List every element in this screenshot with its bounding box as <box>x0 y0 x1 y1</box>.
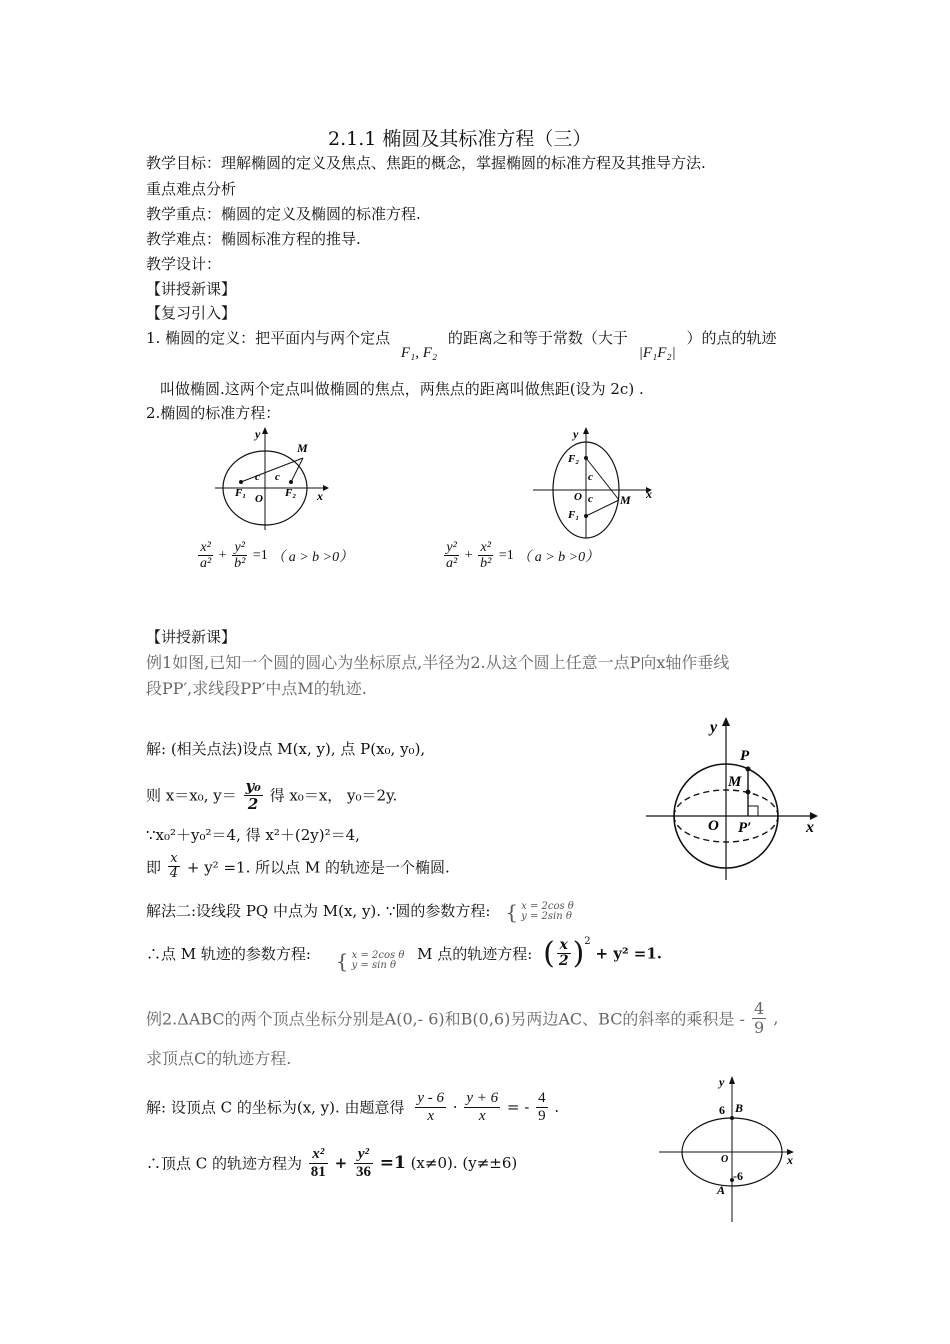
key-analysis-line: 重点难点分析 <box>146 180 237 198</box>
equals-one: =1 <box>252 547 268 563</box>
example-2-comma: , <box>773 1008 779 1028</box>
point-b <box>730 1116 734 1120</box>
point-f2 <box>584 456 588 460</box>
focal-distance-abs: |F₁F₂| <box>638 345 676 361</box>
label-six: 6 <box>719 1103 725 1117</box>
label-m: M <box>728 774 742 790</box>
fraction-4-9: $\frac{4}{9}$ <box>754 999 765 1037</box>
solution-1-line-4-text-b: + y² =1. 所以点 M 的轨迹是一个椭圆. <box>186 858 450 877</box>
solution-1-line-2-text-b: 得 x₀＝x， y₀＝2y. <box>269 786 398 805</box>
fraction-x2-b2: $\frac{\text{x²}}{\text{b²}}$ <box>480 540 492 572</box>
label-x: x <box>317 489 323 503</box>
label-y: y <box>719 1075 725 1089</box>
section-new-lesson-2: 【讲授新课】 <box>146 628 237 646</box>
point-f2 <box>289 480 293 484</box>
example-1-line-2: 段PP′,求线段PP′中点M的轨迹. <box>146 679 367 698</box>
page-title: 2.1.1 椭圆及其标准方程（三） <box>328 128 592 150</box>
plus-sign: + <box>218 547 227 563</box>
point-p <box>746 767 751 772</box>
design-line: 教学设计： <box>146 255 222 273</box>
ellipse-figure-vertical <box>528 422 668 540</box>
m-param-x: x = 2cos θ <box>351 949 405 961</box>
standard-equation-heading: 2.椭圆的标准方程： <box>146 404 281 422</box>
label-y: y <box>710 719 718 736</box>
fraction-y-minus-6-over-x: $\frac{y - 6}{x}$ <box>417 1090 444 1124</box>
solution-1-line-6-text-c: + y² =1. <box>595 944 662 963</box>
m-param-y: y = sin θ <box>351 959 397 971</box>
fraction-y-plus-6-over-x: $\frac{y + 6}{x}$ <box>466 1090 499 1124</box>
y-axis-arrow <box>722 717 730 726</box>
fraction-x2-81: $\frac{\text{x²}}{81}$ <box>310 1146 326 1180</box>
circle-ellipse-figure <box>640 712 830 884</box>
label-o: O <box>574 491 582 503</box>
label-o: O <box>255 493 263 505</box>
ellipse-figure-horizontal <box>205 422 345 534</box>
fraction-y2-a2: $\frac{\text{y²}}{\text{a²}}$ <box>446 540 458 572</box>
section-new-lesson: 【讲授新课】 <box>146 280 237 298</box>
condition: （ a > b >0） <box>517 549 600 565</box>
definition-text-a: 1. 椭圆的定义：把平面内与两个定点 <box>146 329 391 347</box>
restrictions: (x≠0). (y≠±6) <box>410 1154 518 1172</box>
example-2-line-2: 求顶点C的轨迹方程. <box>146 1049 292 1068</box>
equals-minus: = - <box>506 1098 530 1116</box>
plus-sign: + <box>334 1154 348 1172</box>
label-c1: c <box>588 471 593 483</box>
label-pprime: P′ <box>738 820 752 836</box>
label-y: y <box>573 427 579 441</box>
label-m: M <box>620 493 631 507</box>
solution-1-line-5 <box>146 900 574 922</box>
foci-symbols: F₁, F₂ <box>400 345 438 361</box>
label-o: O <box>721 1154 729 1165</box>
y-axis-arrow <box>729 1076 735 1084</box>
label-c1: c <box>255 471 260 483</box>
label-a: A <box>717 1183 726 1197</box>
label-x: x <box>646 487 652 501</box>
definition-text-b: 的距离之和等于常数（大于 <box>447 329 628 347</box>
definition-line-2: 叫做椭圆.这两个定点叫做椭圆的焦点，两焦点的距离叫做焦距(设为 2c) . <box>160 380 644 398</box>
point-m <box>746 790 751 795</box>
definition-text-c: ）的点的轨迹 <box>686 329 777 347</box>
example-2-line-1 <box>146 1000 778 1036</box>
label-o: O <box>708 818 719 834</box>
fraction-x-over-2: $\frac{x}{2}$ <box>558 936 569 969</box>
section-review: 【复习引入】 <box>146 304 237 322</box>
solution-1-line-5-text: 解法二:设线段 PQ 中点为 M(x, y). ∵圆的参数方程: <box>146 902 491 920</box>
right-angle-mark <box>748 806 758 816</box>
circle-param-x: x = 2cos θ <box>521 901 574 912</box>
label-x: x <box>787 1153 793 1167</box>
label-f1: F₁ <box>235 487 247 499</box>
solution-1-line-4-text-a: 即 <box>146 858 162 877</box>
label-f2: F₂ <box>568 453 580 465</box>
plus-sign: + <box>464 547 473 563</box>
solution-2-line-2 <box>146 1146 517 1180</box>
label-m: M <box>297 441 308 455</box>
parametric-system-m: { x = 2cos θ y = sin θ <box>335 948 405 973</box>
solution-1-line-6-text-a: ∴点 M 轨迹的参数方程: <box>146 945 311 963</box>
label-neg6: -6 <box>733 1169 743 1183</box>
solution-1-line-2 <box>146 778 397 812</box>
solution-1-line-4 <box>146 852 450 882</box>
solution-1-line-1: 解: (相关点法)设点 M(x, y), 点 P(x₀, y₀), <box>146 740 426 758</box>
label-f1: F₁ <box>568 509 580 521</box>
label-b: B <box>735 1101 744 1115</box>
y-axis-arrow <box>583 427 589 434</box>
condition: （ a > b >0） <box>271 549 354 565</box>
point-f1 <box>239 480 243 484</box>
label-p: P <box>740 748 750 764</box>
parametric-system-circle: { x = 2cos θ y = 2sin θ <box>505 900 574 924</box>
y-axis-arrow <box>262 427 268 434</box>
solution-2-line-2-text: ∴顶点 C 的轨迹方程为 <box>146 1154 303 1173</box>
fraction-4-9-solution: $\frac{4}{9}$ <box>538 1090 546 1124</box>
label-f2: F₂ <box>285 487 297 499</box>
triangle-locus-figure <box>655 1072 805 1224</box>
equals-one: =1 <box>379 1153 406 1173</box>
label-c2: c <box>588 493 593 505</box>
label-c2: c <box>275 471 280 483</box>
solution-2-line-1-text: 解: 设顶点 C 的坐标为(x, y). 由题意得 <box>146 1098 405 1117</box>
segment-f1-m <box>241 458 303 482</box>
point-f1 <box>584 514 588 518</box>
multiply-dot: · <box>452 1098 458 1116</box>
solution-2-line-1 <box>146 1090 559 1124</box>
x-axis-arrow <box>323 485 329 491</box>
circle-param-y: y = 2sin θ <box>521 911 572 922</box>
label-x: x <box>806 819 814 836</box>
label-y: y <box>255 427 261 441</box>
standard-equation-vertical <box>442 540 599 572</box>
period: . <box>554 1098 560 1116</box>
solution-1-line-3: ∵x₀²＋y₀²＝4, 得 x²＋(2y)²＝4, <box>146 826 360 844</box>
difficulty-line: 教学难点：椭圆标准方程的推导. <box>146 230 361 248</box>
goal-line: 教学目标：理解椭圆的定义及焦点、焦距的概念，掌握椭圆的标准方程及其推导方法. <box>146 154 706 172</box>
equals-one: =1 <box>498 547 514 563</box>
fraction-y2-36: $\frac{\text{y²}}{36}$ <box>355 1146 371 1180</box>
solution-1-line-2-text-a: 则 x＝x₀, y＝ <box>146 786 237 805</box>
example-1-line-1: 例1如图,已知一个圆的圆心为坐标原点,半径为2.从这个圆上任意一点P向x轴作垂线 <box>146 653 730 672</box>
fraction-x2-a2: $\frac{\text{x²}}{\text{a²}}$ <box>200 540 212 572</box>
fraction-x-over-4: $\frac{x}{4}$ <box>169 851 179 882</box>
standard-equation-horizontal <box>196 540 353 572</box>
solution-1-line-6-text-b: M 点的轨迹方程: <box>417 945 533 963</box>
bracketed-fraction: ( $\frac{x}{2}$ )$^2$ <box>543 936 591 971</box>
fraction-y0-over-2: $\frac{\text{y₀}}{2}$ <box>245 777 261 813</box>
key-point-line: 教学重点：椭圆的定义及椭圆的标准方程. <box>146 205 421 223</box>
definition-line-1 <box>146 327 777 361</box>
fraction-y2-b2: $\frac{\text{y²}}{\text{b²}}$ <box>234 540 246 572</box>
example-2-text: 例2.ΔABC的两个顶点坐标分别是A(0,- 6)和B(0,6)另两边AC、BC的斜率的乘积是 - <box>146 1009 745 1029</box>
solution-1-line-6 <box>146 936 662 971</box>
